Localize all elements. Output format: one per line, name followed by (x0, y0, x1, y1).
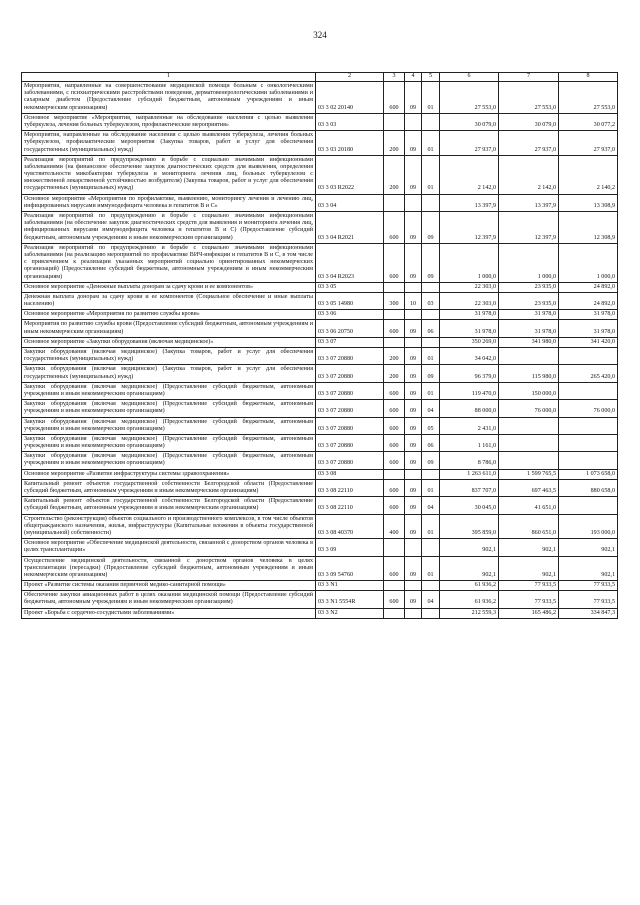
row-name: Основное мероприятие «Мероприятия по развитию службы крови» (22, 310, 316, 320)
column-header: 2 (316, 73, 384, 82)
row-pr: 01 (422, 131, 440, 156)
table-row (22, 243, 618, 282)
row-value-col6: 8 786,0 (440, 452, 499, 469)
table-row (22, 479, 618, 496)
column-header: 6 (440, 73, 499, 82)
table-row (22, 282, 618, 292)
row-name: Закупки оборудования (включая медицинское) (Закупка товаров, работ и услуг для обеспечения государственных (муниципальных) нужд) (22, 365, 316, 382)
row-rz (405, 539, 422, 556)
row-code: 03 3 08 (316, 469, 384, 479)
row-name: Основное мероприятие «Обеспечение медицинской деятельности, связанной с донорством органов человека в целях трансплантации» (22, 539, 316, 556)
row-vr: 600 (384, 479, 405, 496)
row-pr: 09 (422, 452, 440, 469)
row-pr (422, 539, 440, 556)
row-value-col7: 115 980,0 (499, 365, 559, 382)
row-value-col6: 13 397,9 (440, 194, 499, 211)
row-value-col6: 34 042,0 (440, 348, 499, 365)
row-pr (422, 581, 440, 591)
row-value-col8: 880 658,0 (559, 479, 618, 496)
row-rz: 09 (405, 320, 422, 337)
row-value-col7: 902,1 (499, 556, 559, 581)
row-value-col8: 24 892,0 (559, 292, 618, 309)
table-row (22, 113, 618, 130)
row-vr: 600 (384, 452, 405, 469)
row-code: 03 3 07 20880 (316, 382, 384, 399)
row-rz: 09 (405, 556, 422, 581)
row-vr (384, 310, 405, 320)
row-value-col7: 30 079,0 (499, 113, 559, 130)
row-code: 03 3 04 R2023 (316, 243, 384, 282)
row-vr: 400 (384, 514, 405, 539)
row-rz: 09 (405, 243, 422, 282)
row-code: 03 3 05 14980 (316, 292, 384, 309)
table-row (22, 292, 618, 309)
row-rz: 09 (405, 82, 422, 114)
row-name: Основное мероприятие «Мероприятия по профилактике, выявлению, мониторингу лечения и лечению лиц, инфицированных вирусами иммунодефицита человека и гепатитов В и С» (22, 194, 316, 211)
table-row (22, 82, 618, 114)
row-value-col6: 30 045,0 (440, 497, 499, 514)
column-header: 1 (22, 73, 316, 82)
row-vr: 600 (384, 320, 405, 337)
row-code: 03 3 08 40370 (316, 514, 384, 539)
row-rz: 09 (405, 400, 422, 417)
row-value-col7: 31 978,0 (499, 320, 559, 337)
row-value-col7: 27 937,0 (499, 131, 559, 156)
row-vr: 600 (384, 434, 405, 451)
row-value-col8: 77 933,5 (559, 581, 618, 591)
row-value-col7 (499, 348, 559, 365)
row-vr (384, 282, 405, 292)
row-vr: 600 (384, 591, 405, 608)
row-value-col6: 1 263 611,0 (440, 469, 499, 479)
row-rz: 09 (405, 452, 422, 469)
row-pr: 01 (422, 382, 440, 399)
row-value-col6: 88 000,0 (440, 400, 499, 417)
row-value-col6: 96 379,0 (440, 365, 499, 382)
row-rz: 09 (405, 417, 422, 434)
row-value-col8: 77 933,5 (559, 591, 618, 608)
row-vr: 300 (384, 292, 405, 309)
row-value-col7: 77 933,5 (499, 581, 559, 591)
row-value-col7 (499, 452, 559, 469)
row-code: 03 3 09 54760 (316, 556, 384, 581)
row-name: Реализация мероприятий по предупреждению и борьбе с социально значимыми инфекционными заболеваниями (на обеспечение закупок диагностических средств для выявления и мониторинга лечения лиц, инфицированных вирусами иммунодефицита человека и гепатитов В и С) (Предоставление субсидий бюджетным, автономным учреждениям и иным некоммерческим организациям) (22, 212, 316, 244)
row-rz: 09 (405, 479, 422, 496)
row-pr (422, 337, 440, 347)
row-rz: 09 (405, 382, 422, 399)
row-value-col6: 1 000,0 (440, 243, 499, 282)
table-row (22, 131, 618, 156)
row-rz: 09 (405, 365, 422, 382)
row-value-col6: 27 553,0 (440, 82, 499, 114)
row-code: 03 3 05 (316, 282, 384, 292)
row-name: Закупки оборудования (включая медицинское) (Предоставление субсидий бюджетным, автономным учреждениям и иным некоммерческим организациям) (22, 434, 316, 451)
row-name: Мероприятия по развитию службы крови (Предоставление субсидий бюджетным, автономным учреждениям и иным некоммерческим организациям) (22, 320, 316, 337)
row-value-col6: 119 470,0 (440, 382, 499, 399)
row-rz: 09 (405, 155, 422, 194)
row-value-col6: 61 936,2 (440, 591, 499, 608)
row-vr: 200 (384, 348, 405, 365)
row-value-col7: 27 553,0 (499, 82, 559, 114)
row-value-col6: 61 936,2 (440, 581, 499, 591)
table-row (22, 452, 618, 469)
column-header: 7 (499, 73, 559, 82)
row-vr: 600 (384, 556, 405, 581)
row-value-col6: 22 303,0 (440, 292, 499, 309)
table-row (22, 194, 618, 211)
row-name: Мероприятия, направленные на обследование населения с целью выявления туберкулеза, лечения больных туберкулезом, профилактические мероприятия (Закупка товаров, работ и услуг для обеспечения государственных (муниципальных) нужд) (22, 131, 316, 156)
table-row (22, 310, 618, 320)
row-value-col7: 150 000,0 (499, 382, 559, 399)
row-name: Проект «Борьба с сердечно-сосудистыми заболеваниями» (22, 608, 316, 618)
row-rz (405, 581, 422, 591)
row-code: 03 3 07 20880 (316, 452, 384, 469)
row-rz: 09 (405, 131, 422, 156)
row-value-col8 (559, 348, 618, 365)
row-pr: 04 (422, 497, 440, 514)
row-vr (384, 113, 405, 130)
row-value-col6: 1 161,0 (440, 434, 499, 451)
row-value-col7: 23 935,0 (499, 282, 559, 292)
row-code: 03 3 09 (316, 539, 384, 556)
row-value-col7: 1 599 765,5 (499, 469, 559, 479)
row-vr (384, 581, 405, 591)
row-rz (405, 113, 422, 130)
row-value-col6: 22 303,0 (440, 282, 499, 292)
row-name: Основное мероприятие «Мероприятия, направленные на обследование населения с целью выявления туберкулеза, лечения больных туберкулезом, профилактические мероприятия» (22, 113, 316, 130)
row-value-col8: 334 847,3 (559, 608, 618, 618)
row-value-col7: 697 463,5 (499, 479, 559, 496)
row-value-col6: 350 269,0 (440, 337, 499, 347)
row-pr (422, 113, 440, 130)
row-code: 03 3 N1 (316, 581, 384, 591)
table-row (22, 212, 618, 244)
row-name: Капитальный ремонт объектов государственной собственности Белгородской области (Предоставление субсидий бюджетным, автономным учреждениям и иным некоммерческим организациям) (22, 479, 316, 496)
row-pr (422, 194, 440, 211)
header-row (22, 73, 618, 82)
row-code: 03 3 07 20880 (316, 365, 384, 382)
row-pr: 01 (422, 556, 440, 581)
row-pr: 04 (422, 591, 440, 608)
row-value-col8: 1 000,0 (559, 243, 618, 282)
row-value-col6: 395 859,0 (440, 514, 499, 539)
row-name: Закупки оборудования (включая медицинское) (Предоставление субсидий бюджетным, автономным учреждениям и иным некоммерческим организациям) (22, 400, 316, 417)
row-code: 03 3 08 22110 (316, 479, 384, 496)
table-row (22, 591, 618, 608)
row-value-col6: 2 142,0 (440, 155, 499, 194)
row-value-col8: 1 073 658,0 (559, 469, 618, 479)
row-value-col8: 265 420,0 (559, 365, 618, 382)
row-code: 03 3 06 (316, 310, 384, 320)
row-name: Реализация мероприятий по предупреждению и борьбе с социально значимыми инфекционными заболеваниями (на реализацию мероприятий по профилактике ВИЧ-инфекции и гепатитов В и С, в том числе с привлечением к реализации указанных мероприятий социально ориентированных некоммерческих организаций) (Предоставление субсидий бюджетным, автономным учреждениям и иным некоммерческим организациям) (22, 243, 316, 282)
row-rz (405, 310, 422, 320)
page-number: 324 (313, 30, 327, 40)
row-value-col6: 27 937,0 (440, 131, 499, 156)
row-code: 03 3 08 22110 (316, 497, 384, 514)
row-value-col8: 27 937,0 (559, 131, 618, 156)
row-vr: 200 (384, 131, 405, 156)
row-code: 03 3 N1 5554R (316, 591, 384, 608)
row-rz: 09 (405, 497, 422, 514)
row-rz (405, 608, 422, 618)
row-name: Осуществление медицинской деятельности, связанной с донорством органов человека в целях трансплантации (пересадки) (Предоставление субсидий бюджетным, автономным учреждениям и иным некоммерческим организациям) (22, 556, 316, 581)
table-row (22, 514, 618, 539)
row-vr: 600 (384, 400, 405, 417)
row-code: 03 3 04 R2021 (316, 212, 384, 244)
row-name: Основное мероприятие «Денежные выплаты донорам за сдачу крови и ее компонентов» (22, 282, 316, 292)
row-value-col8: 13 308,9 (559, 194, 618, 211)
row-pr: 01 (422, 514, 440, 539)
row-rz (405, 194, 422, 211)
row-rz (405, 469, 422, 479)
row-code: 03 3 07 (316, 337, 384, 347)
row-pr (422, 282, 440, 292)
table-body (22, 82, 618, 619)
row-name: Закупки оборудования (включая медицинское) (Предоставление субсидий бюджетным, автономным учреждениям и иным некоммерческим организациям) (22, 382, 316, 399)
table-row (22, 320, 618, 337)
row-name: Мероприятия, направленные на совершенствование медицинской помощи больным с онкологическими заболеваниями, с психиатрическими расстройствами поведения, дерматовенерологическими заболеваниями и сахарным диабетом (Предоставление субсидий бюджетным, автономным учреждениям и иным некоммерческим организациям) (22, 82, 316, 114)
row-code: 03 3 07 20880 (316, 434, 384, 451)
row-code: 03 3 07 20880 (316, 348, 384, 365)
row-vr (384, 539, 405, 556)
row-vr: 600 (384, 417, 405, 434)
row-value-col8: 30 077,2 (559, 113, 618, 130)
row-value-col6: 31 978,0 (440, 320, 499, 337)
row-value-col6: 902,1 (440, 556, 499, 581)
row-value-col6: 212 559,3 (440, 608, 499, 618)
row-value-col7: 13 397,9 (499, 194, 559, 211)
table-row (22, 434, 618, 451)
row-rz (405, 282, 422, 292)
row-value-col7: 76 000,0 (499, 400, 559, 417)
row-code: 03 3 03 20180 (316, 131, 384, 156)
row-name: Обеспечение закупки авиационных работ в целях оказания медицинской помощи (Предоставление субсидий бюджетным, автономным учреждениям и иным некоммерческим организациям) (22, 591, 316, 608)
row-value-col8: 902,1 (559, 539, 618, 556)
row-value-col8 (559, 452, 618, 469)
table-row (22, 497, 618, 514)
row-value-col8: 31 978,0 (559, 320, 618, 337)
row-value-col7: 12 397,9 (499, 212, 559, 244)
row-value-col8: 76 000,0 (559, 400, 618, 417)
row-vr: 200 (384, 365, 405, 382)
row-value-col8: 902,1 (559, 556, 618, 581)
row-pr: 09 (422, 212, 440, 244)
table-row (22, 469, 618, 479)
row-pr (422, 608, 440, 618)
row-pr (422, 469, 440, 479)
row-vr (384, 469, 405, 479)
row-rz: 10 (405, 292, 422, 309)
row-pr: 01 (422, 348, 440, 365)
row-rz: 09 (405, 591, 422, 608)
row-vr: 600 (384, 212, 405, 244)
row-pr: 06 (422, 320, 440, 337)
table-row (22, 400, 618, 417)
row-code: 03 3 02 20140 (316, 82, 384, 114)
row-vr (384, 337, 405, 347)
column-header: 8 (559, 73, 618, 82)
row-pr: 09 (422, 243, 440, 282)
table-row (22, 337, 618, 347)
row-rz (405, 337, 422, 347)
row-code: 03 3 03 R2022 (316, 155, 384, 194)
table-row (22, 417, 618, 434)
row-value-col7: 23 935,0 (499, 292, 559, 309)
row-value-col8: 27 553,0 (559, 82, 618, 114)
row-code: 03 3 N2 (316, 608, 384, 618)
row-value-col6: 902,1 (440, 539, 499, 556)
column-header: 5 (422, 73, 440, 82)
row-value-col8 (559, 417, 618, 434)
row-vr (384, 608, 405, 618)
row-pr: 01 (422, 479, 440, 496)
row-value-col7: 77 933,5 (499, 591, 559, 608)
table-row (22, 382, 618, 399)
row-value-col7: 165 486,2 (499, 608, 559, 618)
row-code: 03 3 07 20880 (316, 417, 384, 434)
row-name: Основное мероприятие «Развитие инфраструктуры системы здравоохранения» (22, 469, 316, 479)
row-vr: 600 (384, 497, 405, 514)
row-value-col7: 31 978,0 (499, 310, 559, 320)
row-value-col6: 837 707,0 (440, 479, 499, 496)
row-rz: 09 (405, 514, 422, 539)
row-pr: 01 (422, 82, 440, 114)
row-rz: 09 (405, 434, 422, 451)
row-value-col8 (559, 434, 618, 451)
row-value-col8: 2 140,2 (559, 155, 618, 194)
row-value-col7: 860 651,0 (499, 514, 559, 539)
row-value-col7: 341 980,0 (499, 337, 559, 347)
row-value-col7: 902,1 (499, 539, 559, 556)
row-rz: 09 (405, 212, 422, 244)
row-vr (384, 194, 405, 211)
row-vr: 600 (384, 82, 405, 114)
row-name: Закупки оборудования (включая медицинское) (Предоставление субсидий бюджетным, автономным учреждениям и иным некоммерческим организациям) (22, 417, 316, 434)
row-value-col8: 31 978,0 (559, 310, 618, 320)
row-pr: 09 (422, 365, 440, 382)
row-code: 03 3 04 (316, 194, 384, 211)
row-value-col8: 341 420,0 (559, 337, 618, 347)
row-name: Реализация мероприятий по предупреждению и борьбе с социально значимыми инфекционными заболеваниями (на финансовое обеспечение закупок диагностических средств для выявления, определения чувствительности микобактерии туберкулеза и мониторинга лечения лиц, больных туберкулезом с множественной лекарственной устойчивостью возбудителя) (Закупка товаров, работ и услуг для обеспечения государственных (муниципальных) нужд) (22, 155, 316, 194)
row-code: 03 3 03 (316, 113, 384, 130)
row-pr: 06 (422, 434, 440, 451)
row-name: Основное мероприятие «Закупки оборудования (включая медицинское)» (22, 337, 316, 347)
row-name: Денежная выплата донорам за сдачу крови и ее компонентов (Социальное обеспечение и иные выплаты населению) (22, 292, 316, 309)
row-pr: 03 (422, 292, 440, 309)
row-pr (422, 310, 440, 320)
row-name: Закупки оборудования (включая медицинское) (Закупка товаров, работ и услуг для обеспечения государственных (муниципальных) нужд) (22, 348, 316, 365)
row-pr: 05 (422, 417, 440, 434)
row-value-col8 (559, 382, 618, 399)
column-header: 4 (405, 73, 422, 82)
row-value-col8 (559, 497, 618, 514)
table-row (22, 365, 618, 382)
row-value-col6: 30 079,0 (440, 113, 499, 130)
row-code: 03 3 06 20750 (316, 320, 384, 337)
row-name: Проект «Развитие системы оказания первичной медико-санитарной помощи» (22, 581, 316, 591)
table-row (22, 581, 618, 591)
row-code: 03 3 07 20880 (316, 400, 384, 417)
row-value-col7: 2 142,0 (499, 155, 559, 194)
table-row (22, 155, 618, 194)
row-value-col7: 41 651,0 (499, 497, 559, 514)
table-row (22, 539, 618, 556)
row-vr: 600 (384, 382, 405, 399)
row-value-col7 (499, 434, 559, 451)
budget-table (21, 72, 618, 619)
table-row (22, 556, 618, 581)
row-value-col8: 24 892,0 (559, 282, 618, 292)
row-value-col7 (499, 417, 559, 434)
row-value-col8: 12 308,9 (559, 212, 618, 244)
table-row (22, 608, 618, 618)
row-value-col6: 31 978,0 (440, 310, 499, 320)
table-row (22, 348, 618, 365)
row-name: Закупки оборудования (включая медицинское) (Предоставление субсидий бюджетным, автономным учреждениям и иным некоммерческим организациям) (22, 452, 316, 469)
row-value-col6: 2 431,0 (440, 417, 499, 434)
row-pr: 04 (422, 400, 440, 417)
row-value-col8: 193 000,0 (559, 514, 618, 539)
row-name: Капитальный ремонт объектов государственной собственности Белгородской области (Предоставление субсидий бюджетным, автономным учреждениям и иным некоммерческим организациям) (22, 497, 316, 514)
row-vr: 600 (384, 243, 405, 282)
row-vr: 200 (384, 155, 405, 194)
row-pr: 01 (422, 155, 440, 194)
row-value-col7: 1 000,0 (499, 243, 559, 282)
column-header: 3 (384, 73, 405, 82)
row-name: Строительство (реконструкция) объектов социального и производственного комплексов, в том числе объектов общегражданского назначения, жилья, инфраструктуры (Капитальные вложения в объекты государственной (муниципальной) собственности) (22, 514, 316, 539)
row-rz: 09 (405, 348, 422, 365)
row-value-col6: 12 397,9 (440, 212, 499, 244)
